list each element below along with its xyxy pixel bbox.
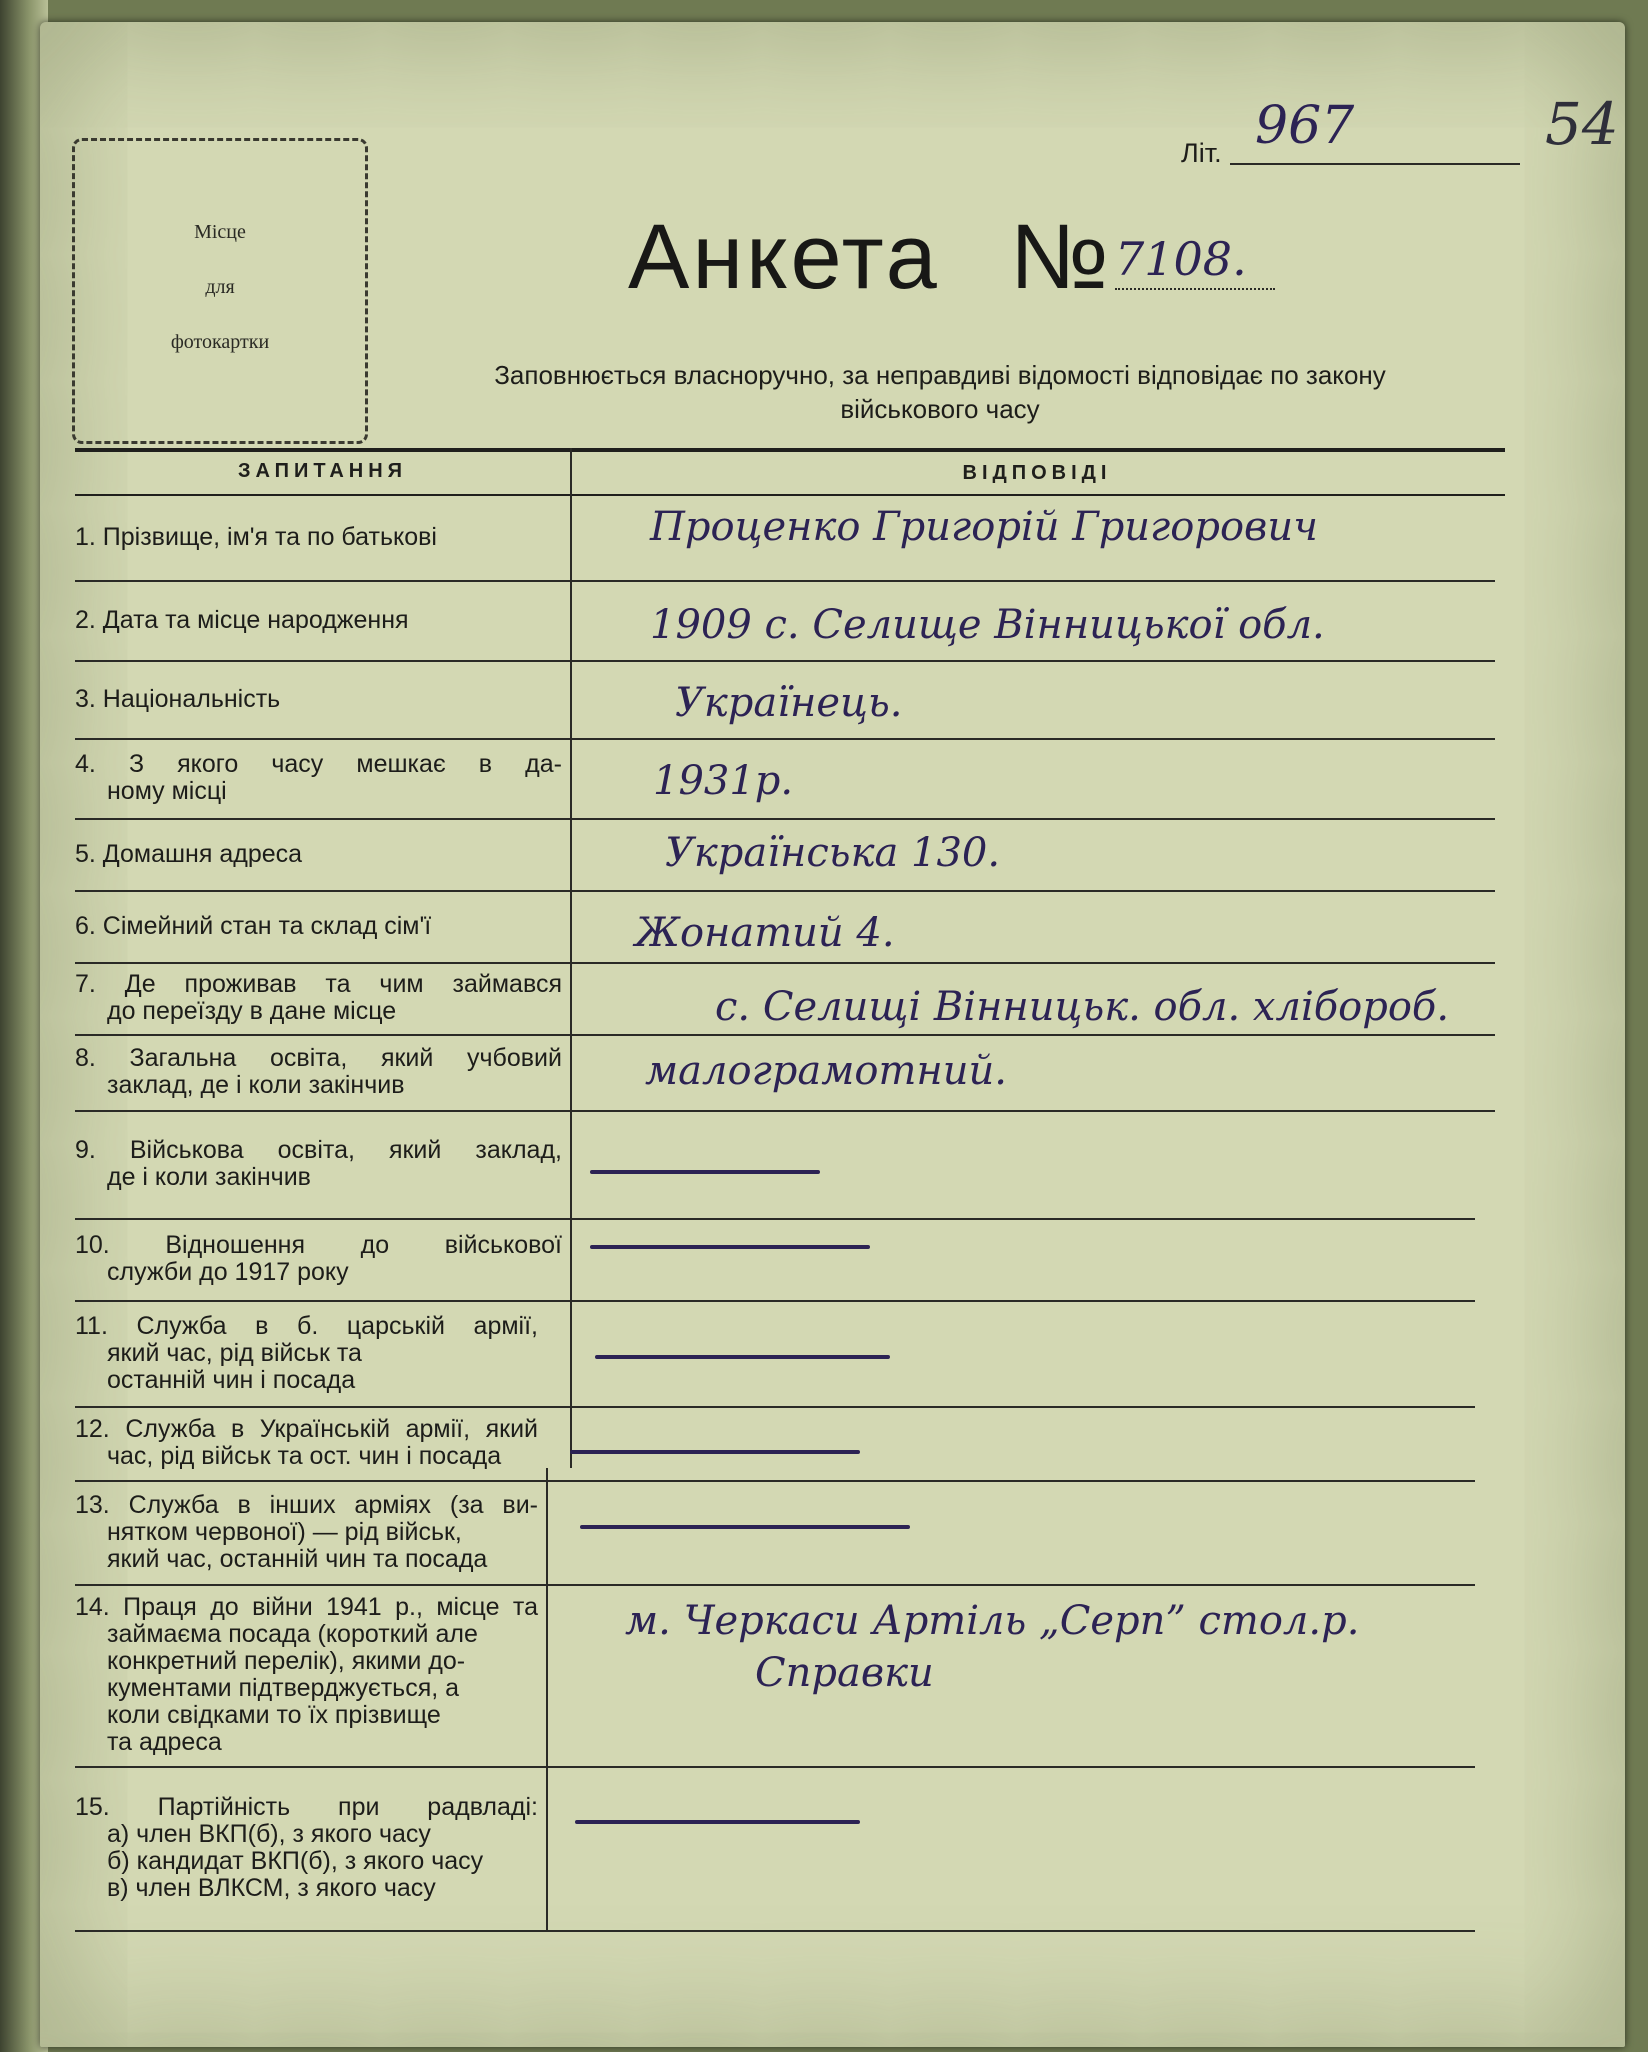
question-text: до переїзду в дане місце <box>107 997 397 1025</box>
answer-text: 1909 с. Селище Вінницької обл. <box>650 602 1325 648</box>
question-text: а) член ВКП(б), з якого часу <box>107 1820 431 1848</box>
question-text: 14. Праця до війни 1941 р., місце та <box>75 1593 538 1621</box>
answer-dash <box>590 1245 870 1249</box>
table-row <box>75 660 1495 740</box>
answer-text: м. Черкаси Артіль „Серп” стол.р. <box>625 1598 1360 1644</box>
question-text: 2. Дата та місце народження <box>75 605 409 634</box>
question-text: 15. Партійність при радвладі: <box>75 1793 538 1821</box>
answer-dash <box>580 1525 910 1529</box>
question-text: нятком червоної) — рід військ, <box>107 1517 462 1546</box>
question-cell <box>75 494 570 551</box>
question-cell <box>75 1110 570 1191</box>
question-text: 10. Відношення до військової <box>75 1231 562 1259</box>
question-cell <box>75 580 570 634</box>
question-cell <box>75 962 570 1025</box>
question-text: в) член ВЛКСМ, з якого часу <box>107 1874 436 1902</box>
photo-text-3: фотокартки <box>170 331 270 353</box>
photo-text-1: Місце <box>194 221 246 243</box>
form-subtitle <box>395 358 1485 426</box>
lit-underline <box>1230 163 1520 165</box>
question-text: займаєма посада (короткий але <box>107 1620 478 1648</box>
answer-text: 1931р. <box>653 758 794 804</box>
page-number: 54 <box>1545 90 1619 158</box>
table-row <box>75 580 1495 662</box>
table-row <box>75 818 1495 892</box>
answer-dash <box>570 1450 860 1454</box>
question-text: та адреса <box>107 1728 222 1756</box>
answer-text: с. Селищі Вінницьк. обл. хлібороб. <box>715 984 1450 1030</box>
photo-placeholder <box>72 138 368 444</box>
column-header-question: ЗАПИТАННЯ <box>237 460 408 482</box>
table-row <box>75 1480 1475 1586</box>
question-text: 11. Служба в б. царській армії, <box>75 1311 538 1340</box>
answer-text: малограмотний. <box>645 1048 1007 1094</box>
question-cell <box>75 660 570 713</box>
answer-text: Українець. <box>675 680 903 726</box>
table-row <box>75 494 1495 582</box>
question-text: 9. Військова освіта, який заклад, <box>75 1136 562 1164</box>
anketa-number: 7108. <box>1115 232 1247 286</box>
table-row <box>75 1300 1475 1408</box>
answer-dash <box>575 1820 860 1824</box>
question-text: де і коли закінчив <box>107 1163 311 1191</box>
question-text: 12. Служба в Українській армії, який <box>75 1415 538 1443</box>
question-text: б) кандидат ВКП(б), з якого часу <box>107 1847 484 1875</box>
answer-text: Українська 130. <box>665 830 1001 876</box>
question-cell <box>75 1406 546 1470</box>
header-top-rule <box>75 448 1505 452</box>
question-text: час, рід військ та ост. чин і посада <box>107 1442 502 1470</box>
answer-text: Проценко Григорій Григорович <box>650 504 1318 550</box>
question-text: який час, рід військ та <box>107 1338 362 1367</box>
question-cell <box>75 1766 546 1902</box>
question-text: 4. З якого часу мешкає в да- <box>75 750 562 778</box>
anketa-number-line <box>1115 288 1275 290</box>
question-cell <box>75 1218 570 1286</box>
answer-dash <box>595 1355 890 1359</box>
question-text: 6. Сімейний стан та склад сім'ї <box>75 911 432 940</box>
subtitle-line-1: Заповнюється власноручно, за неправдиві відомості відповідає по закону <box>494 360 1386 390</box>
answer-dash <box>590 1170 820 1174</box>
photo-text-2: для <box>205 276 235 298</box>
question-text: 3. Національність <box>75 684 281 713</box>
question-cell <box>75 1034 570 1099</box>
question-cell <box>75 1480 546 1573</box>
question-text: 7. Де проживав та чим займався <box>75 970 562 998</box>
table-row <box>75 890 1495 964</box>
form-title: Анкета <box>628 206 940 308</box>
question-text: служби до 1917 року <box>107 1258 349 1286</box>
lit-value: 967 <box>1255 96 1355 156</box>
question-text: 1. Прізвище, ім'я та по батькові <box>75 522 437 551</box>
question-text: останній чин і посада <box>107 1365 356 1394</box>
question-text: конкретний перелік), якими до- <box>107 1647 466 1675</box>
question-text: 5. Домашня адреса <box>75 839 303 868</box>
question-cell <box>75 890 570 940</box>
question-cell <box>75 1584 546 1756</box>
lit-label: Літ. <box>1181 138 1222 168</box>
question-cell <box>75 738 570 805</box>
question-cell <box>75 1300 546 1394</box>
table-row <box>75 1110 1475 1220</box>
question-text: який час, останній чин та посада <box>107 1544 488 1573</box>
table-row <box>75 1034 1495 1112</box>
table-row <box>75 1766 1475 1932</box>
column-header-answer: ВІДПОВІДІ <box>962 462 1112 484</box>
table-row <box>75 1584 1475 1768</box>
table-row <box>75 962 1495 1036</box>
question-text: 8. Загальна освіта, який учбовий <box>75 1044 562 1072</box>
question-text: 13. Служба в інших арміях (за ви- <box>75 1490 538 1519</box>
subtitle-line-2: військового часу <box>840 394 1040 424</box>
answer-text: Жонатий 4. <box>635 910 895 956</box>
question-text: кументами підтверджується, а <box>107 1674 460 1702</box>
table-row <box>75 1218 1475 1302</box>
question-text: коли свідками то їх прізвище <box>107 1701 441 1729</box>
answer-text: Справки <box>755 1650 934 1696</box>
table-row <box>75 1406 1475 1482</box>
table-row <box>75 738 1495 820</box>
question-text: ному місці <box>107 777 227 805</box>
question-cell <box>75 818 570 868</box>
question-text: заклад, де і коли закінчив <box>107 1071 405 1099</box>
number-sign: № <box>1010 206 1109 308</box>
